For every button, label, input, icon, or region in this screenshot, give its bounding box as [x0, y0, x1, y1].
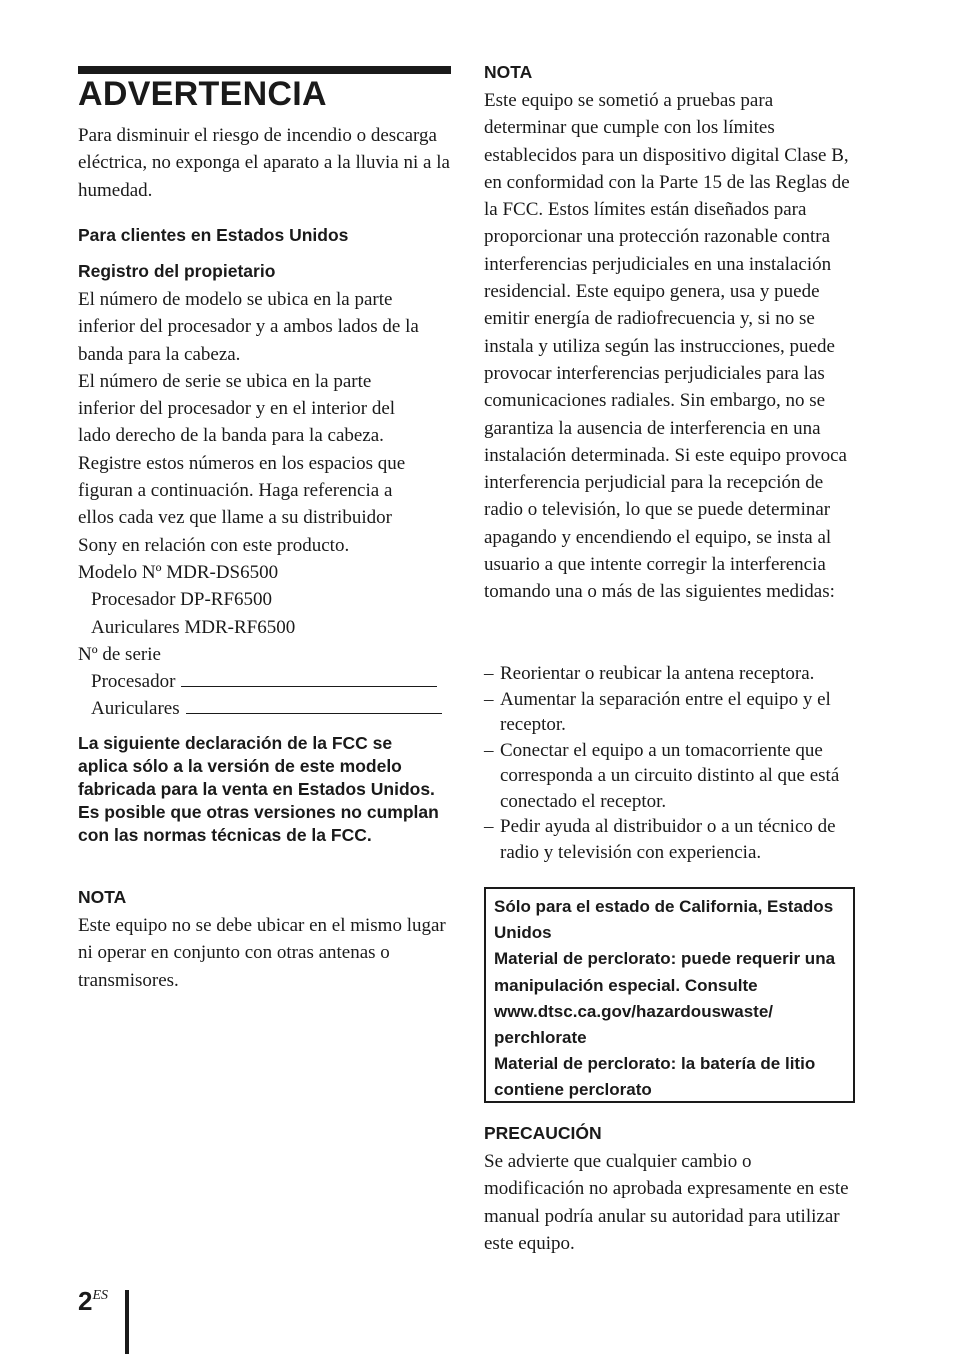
list-item: – Pedir ayuda al distribuidor o a un técnico de radio y televisión con experiencia. [484, 814, 856, 865]
page-number [78, 1286, 108, 1317]
left-note-heading: NOTA [78, 887, 127, 907]
model-headphones: Auriculares MDR-RF6500 [91, 616, 296, 638]
page-number-value: 2 [78, 1286, 93, 1316]
serial-headphones-row [78, 695, 458, 722]
owner-record-heading: Registro del propietario [78, 261, 276, 281]
california-notice-box [484, 887, 855, 1103]
page-title: ADVERTENCIA [78, 75, 327, 113]
owner-record-line: lado derecho de la banda para la cabeza. [78, 425, 384, 447]
caution-heading: PRECAUCIÓN [484, 1123, 602, 1143]
fcc-statement: La siguiente declaración de la FCC se aplica sólo a la versión de este modelo fabricada para la venta en Estados Unidos. Es posible que otras versiones no cumplan con las normas técnicas de la FCC. [78, 733, 439, 845]
caution-text: Se advierte que cualquier cambio o modificación no aprobada expresamente en este manual podría anular su autoridad para utilizar este equipo. [484, 1151, 849, 1254]
right-note-text: Este equipo se sometió a pruebas para determinar que cumple con los límites establecidos para un dispositivo digital Clase B, en conformidad con la Parte 15 de las Reglas de la FCC. Estos límites están diseñados para proporcionar una protección razonable contra interferencias perjudiciales en una instalación residencial. Este equipo genera, usa y puede emitir energía de radiofrecuencia y, si no se instala y utiliza según las instrucciones, puede provocar interferencias perjudiciales para las comunicaciones radiales. Sin embargo, no se garantiza la ausencia de interferencia en una instalación determinada. Si este equipo provoca interferencia perjudicial para la recepción de radio o televisión, lo que se puede determinar apagando y encendiendo el equipo, se insta al usuario a que intente corregir la interferencia tomando una o más de las siguientes medidas: [484, 90, 850, 603]
owner-record-line: inferior del procesador y en el interior del [78, 398, 396, 420]
owner-record-text [78, 286, 458, 723]
serial-processor-row [78, 668, 458, 695]
serial-processor-blank [181, 668, 437, 687]
footer-rule [125, 1290, 129, 1354]
right-note-heading: NOTA [484, 62, 533, 82]
list-item: – Aumentar la separación entre el equipo y el receptor. [484, 687, 856, 738]
owner-record-line: El número de serie se ubica en la parte [78, 370, 372, 392]
owner-record-line: ellos cada vez que llame a su distribuidor [78, 507, 392, 529]
california-notice-line: Material de perclorato: puede requerir una manipulación especial. Consulte www.dtsc.ca.gov/hazardouswaste/ perchlorate [494, 949, 836, 1048]
serial-processor-label: Procesador [91, 671, 176, 693]
serial-headphones-label: Auriculares [91, 698, 180, 720]
list-item: – Conectar el equipo a un tomacorriente que corresponda a un circuito distinto al que está conectado el receptor. [484, 738, 856, 815]
owner-record-line: Registre estos números en los espacios que [78, 452, 406, 474]
model-number-label: Modelo Nº MDR-DS6500 [78, 561, 279, 583]
list-item: – Reorientar o reubicar la antena receptora. [484, 661, 856, 687]
owner-record-line: figuran a continuación. Haga referencia a [78, 480, 393, 502]
owner-record-line: Sony en relación con este producto. [78, 534, 350, 556]
california-notice-line: Sólo para el estado de California, Estados Unidos [494, 897, 834, 943]
serial-number-label: Nº de serie [78, 643, 161, 665]
owner-record-line: inferior del procesador y a ambos lados de la [78, 316, 419, 338]
serial-headphones-blank [186, 695, 442, 714]
intro-paragraph: Para disminuir el riesgo de incendio o descarga eléctrica, no exponga el aparato a la lluvia ni a la humedad. [78, 125, 450, 201]
left-note-text: Este equipo no se debe ubicar en el mismo lugar ni operar en conjunto con otras antenas o transmisores. [78, 915, 446, 991]
owner-record-line: El número de modelo se ubica en la parte [78, 289, 393, 310]
us-customers-heading: Para clientes en Estados Unidos [78, 225, 349, 245]
title-rule [78, 66, 451, 74]
owner-record-line: banda para la cabeza. [78, 343, 241, 365]
page-language-suffix: ES [92, 1288, 109, 1303]
measures-list [484, 661, 856, 865]
california-notice-line: Material de perclorato: la batería de litio contiene perclorato [494, 1054, 816, 1100]
model-processor: Procesador DP-RF6500 [91, 589, 273, 611]
